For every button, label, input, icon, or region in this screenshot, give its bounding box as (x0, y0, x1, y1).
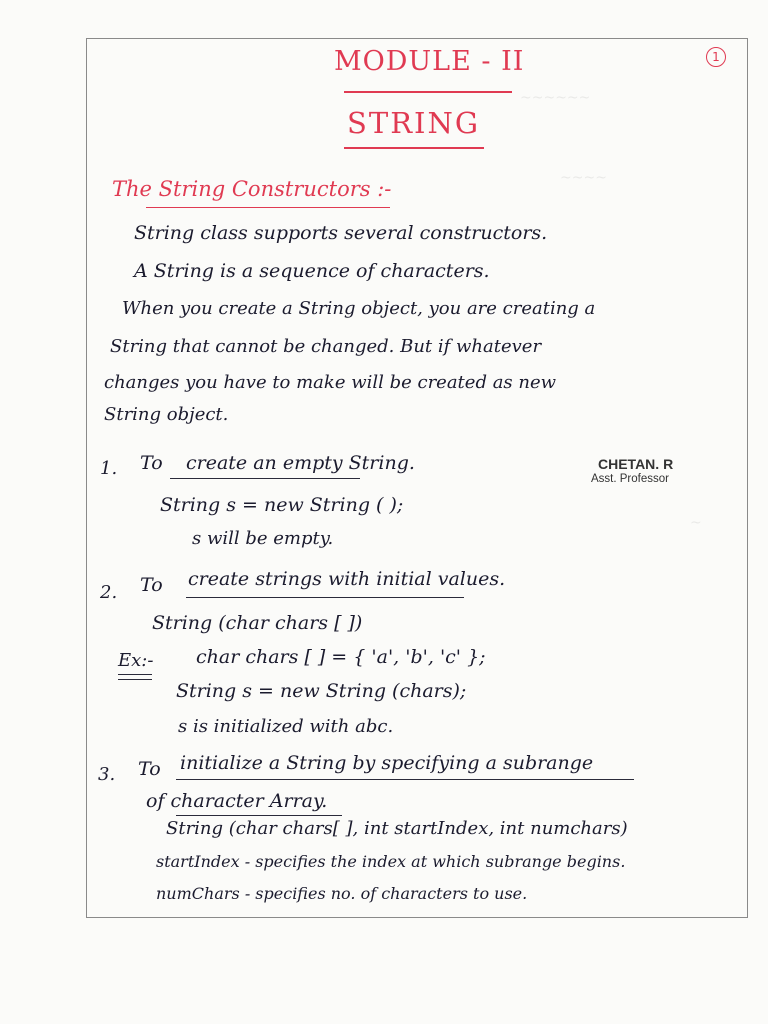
item-number: 2. (100, 582, 118, 603)
example-label: Ex:- (118, 650, 154, 671)
item-heading: initialize a String by specifying a subrange (180, 752, 594, 774)
author-stamp-name: CHETAN. R (598, 456, 674, 472)
page-number: 1 (706, 47, 726, 67)
item-heading-underline (176, 815, 342, 816)
item-heading-underline (170, 478, 360, 479)
item-number: 3. (98, 764, 116, 785)
section-title: The String Constructors :- (112, 177, 392, 201)
intro-line: A String is a sequence of characters. (134, 260, 490, 282)
author-stamp-title: Asst. Professor (591, 473, 669, 485)
parameter-description: numChars - specifies no. of characters to use. (156, 884, 528, 903)
intro-line: When you create a String object, you are creating a (122, 298, 596, 319)
section-title-underline (146, 207, 390, 208)
code-line: String s = new String ( ); (160, 494, 404, 516)
intro-line: String that cannot be changed. But if whatever (110, 336, 542, 357)
intro-line: changes you have to make will be created as new (104, 372, 557, 393)
constructor-signature: String (char chars[ ], int startIndex, int numchars) (166, 818, 628, 839)
item-heading-prefix: To (138, 758, 161, 780)
topic-underline (344, 147, 484, 149)
item-heading-underline (186, 597, 464, 598)
code-line: char chars [ ] = { 'a', 'b', 'c' }; (196, 646, 486, 668)
item-note: s will be empty. (192, 528, 334, 549)
code-line: String s = new String (chars); (176, 680, 467, 702)
item-heading-continued: of character Array. (146, 790, 328, 812)
item-heading: create strings with initial values. (188, 568, 506, 590)
constructor-signature: String (char chars [ ]) (152, 612, 363, 634)
item-heading-underline (176, 779, 634, 780)
bleed-through-mark: ~~~~ (560, 170, 607, 186)
intro-line: String object. (104, 404, 229, 425)
module-underline (344, 91, 512, 93)
module-heading: MODULE - II (334, 46, 525, 77)
example-label-underline (118, 679, 152, 680)
bleed-through-mark: ~ (690, 515, 702, 531)
item-number: 1. (100, 458, 118, 479)
example-label-underline (118, 674, 152, 675)
item-note: s is initialized with abc. (178, 716, 394, 737)
intro-line: String class supports several constructors. (134, 222, 548, 244)
topic-heading: STRING (347, 106, 481, 140)
bleed-through-mark: ~~~~~~ (520, 90, 591, 106)
parameter-description: startIndex - specifies the index at which subrange begins. (156, 852, 626, 871)
item-heading-prefix: To (140, 452, 163, 474)
item-heading-prefix: To (140, 574, 163, 596)
item-heading: create an empty String. (186, 452, 415, 474)
